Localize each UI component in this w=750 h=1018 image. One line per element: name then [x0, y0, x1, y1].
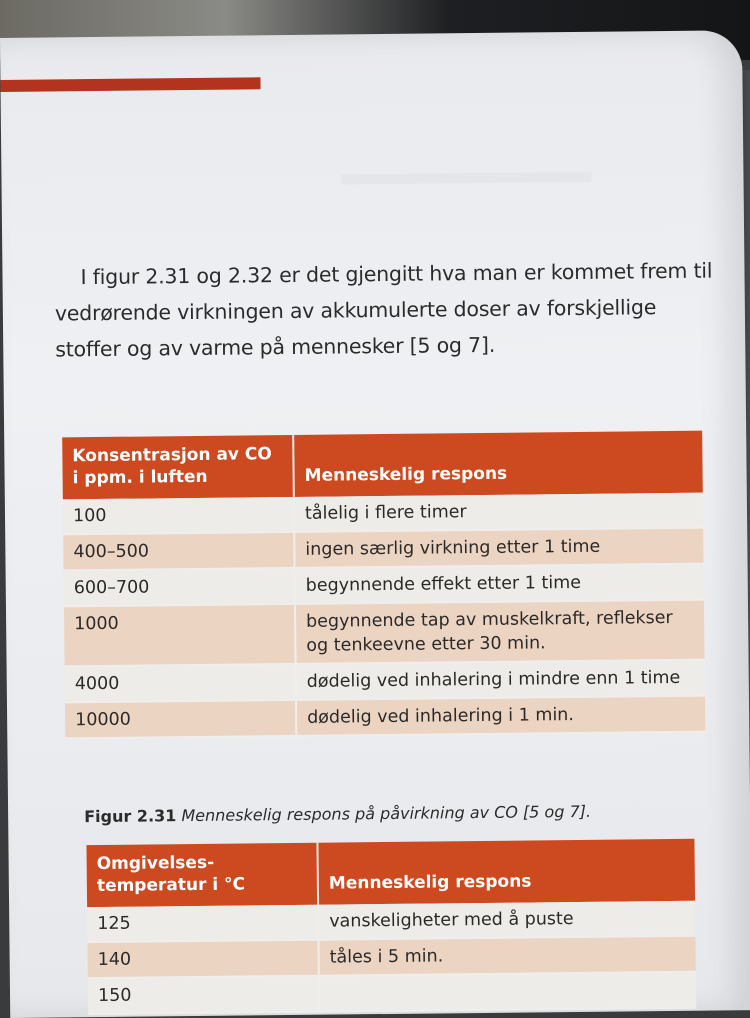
temperature-response-table: [86, 839, 696, 1015]
temperature-cell: 125: [87, 905, 318, 942]
table-header-row: [62, 431, 703, 500]
concentration-cell: 400–500: [63, 532, 294, 570]
response-cell: ingen særlig virkning etter 1 time: [294, 528, 703, 568]
response-cell: dødelig ved inhalering i 1 min.: [296, 696, 705, 736]
response-cell: tålelig i flere timer: [294, 493, 703, 532]
table-row: [65, 696, 705, 739]
figure-caption-text: Menneskelig respons på påvirkning av CO [5 og 7].: [181, 801, 592, 826]
response-cell: [319, 972, 696, 1012]
co-response-table: [62, 431, 705, 740]
table-row: [64, 600, 705, 667]
header-concentration: Konsentrasjon av CO i ppm. i luften: [62, 435, 294, 499]
response-cell: begynnende effekt etter 1 time: [295, 564, 704, 604]
temperature-cell: 150: [88, 976, 319, 1014]
book-page: [0, 30, 750, 1018]
response-cell: tåles i 5 min.: [318, 936, 695, 976]
concentration-cell: 10000: [65, 700, 296, 738]
table-header-row: [86, 839, 695, 907]
concentration-cell: 4000: [65, 664, 296, 702]
concentration-cell: 600–700: [64, 568, 295, 606]
header-temperature: Omgivelses-temperatur i °C: [86, 843, 318, 907]
response-cell: begynnende tap av muskelkraft, reflekser og tenkeevne etter 30 min.: [295, 600, 705, 664]
intro-paragraph: I figur 2.31 og 2.32 er det gjengitt hva man er kommet frem til vedrørende virkningen av akkumulerte doser av forskjellige stoffer og av varme på mennesker [5 og 7].: [54, 258, 713, 362]
response-cell: dødelig ved inhalering i mindre enn 1 time: [296, 660, 705, 700]
bleed-through-text: [341, 172, 591, 185]
temperature-cell: 140: [87, 940, 318, 978]
header-response: Menneskelig respons: [317, 839, 695, 905]
table-row: [88, 972, 696, 1014]
concentration-cell: 100: [63, 497, 294, 534]
figure-caption: [84, 802, 591, 826]
figure-label: Figur 2.31: [84, 806, 177, 827]
response-cell: vanskeligheter med å puste: [318, 901, 695, 940]
header-response: Menneskelig respons: [293, 431, 703, 497]
previous-page-red-edge: [0, 77, 260, 92]
concentration-cell: 1000: [64, 604, 296, 666]
